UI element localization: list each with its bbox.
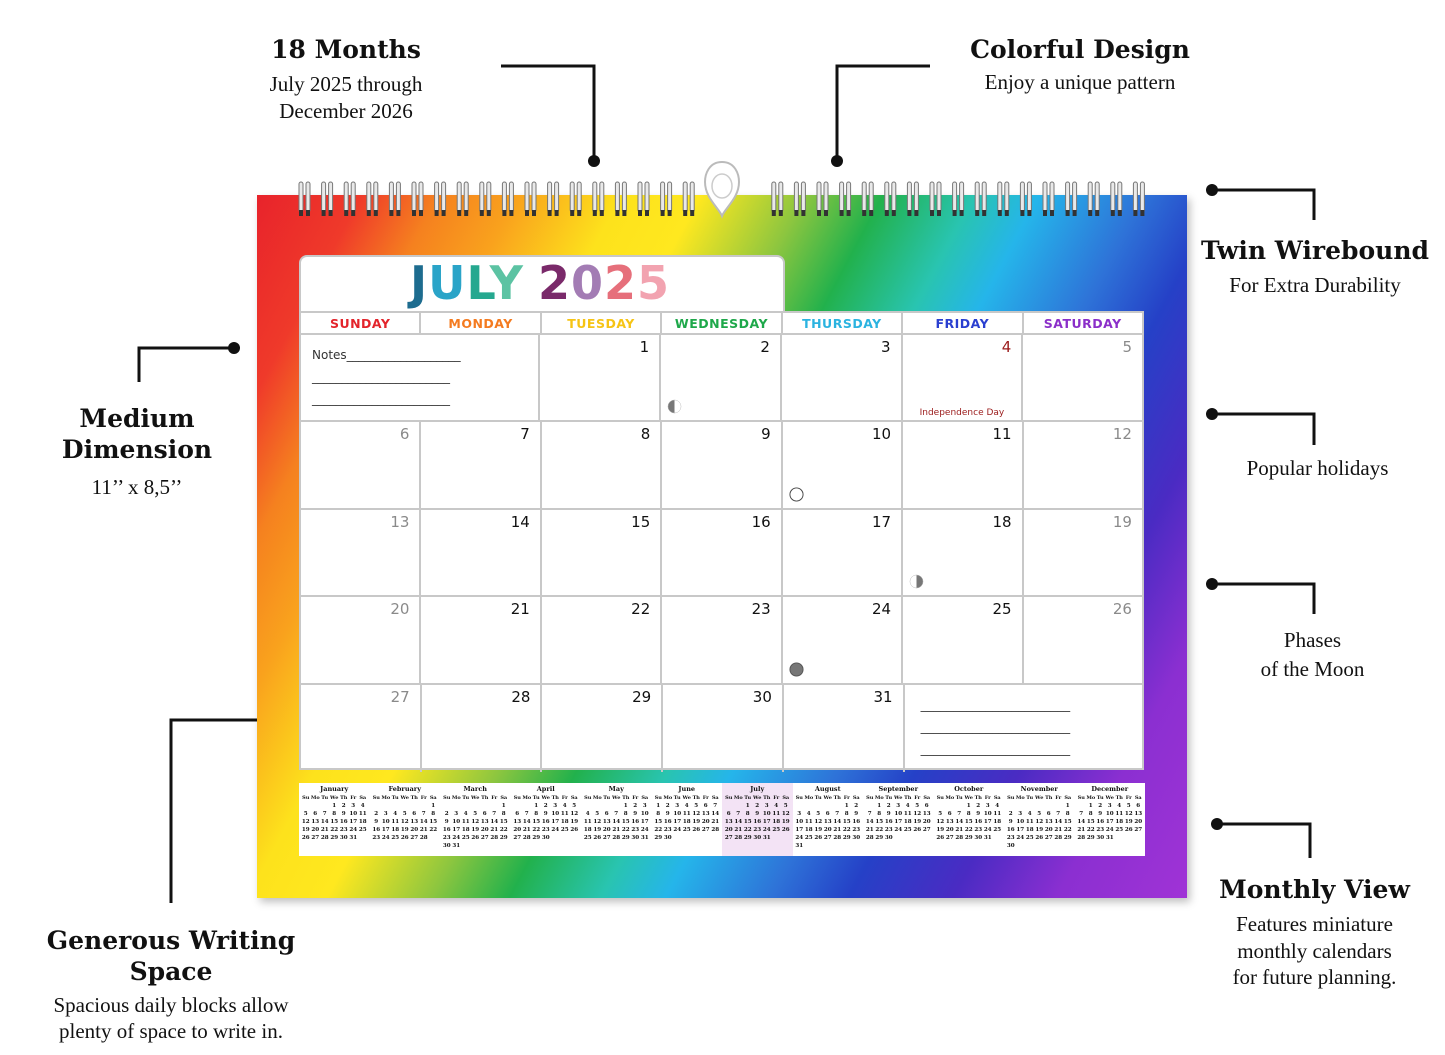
mini-week-row: 27 28 29 30 [513,835,550,841]
mini-month-name: April [536,785,555,793]
mini-week-row: 2 3 4 5 6 7 8 [444,811,506,817]
day-number: 4 [1001,338,1012,356]
binding-ring [1043,182,1054,216]
callout-writing-title: Generous Writing Space [46,926,296,987]
mini-week-row: 1 2 3 4 5 6 7 [656,803,718,809]
callout-wirebound [1200,235,1430,299]
binding-ring [1133,182,1144,216]
mini-calendar-strip [299,783,1145,856]
mini-week-row: 9 10 11 12 13 14 15 [374,819,438,825]
notes-lines: Notes___________________ _______________________ _______________________ [312,348,461,406]
hanger-hook-icon [697,158,747,220]
day-number: 25 [992,600,1012,619]
binding-ring [1088,182,1099,216]
mini-week-row: 19 20 21 22 23 24 25 [301,827,367,833]
binding-ring [322,182,333,216]
day-block[interactable] [542,510,662,595]
week-row [301,422,1142,509]
callout-writing-text: Spacious daily blocks allow plenty of space to write in. [53,992,289,1043]
callout-dimension [52,403,222,500]
mini-calendar-september [863,783,934,856]
mini-week-row: 23 24 25 26 27 28 29 [1006,835,1072,841]
mini-week-row: 26 27 28 29 30 31 [936,835,992,841]
week-row [301,597,1142,684]
mini-week-row: 20 21 22 23 24 25 26 [513,827,579,833]
binding-ring [661,182,672,216]
binding-ring [930,182,941,216]
callout-colorful-text: Enjoy a unique pattern [984,70,1176,95]
binding-ring [548,182,559,216]
mini-week-row: 25 26 27 28 29 30 31 [583,835,649,841]
day-number: 14 [510,512,530,531]
leader-months [501,66,594,158]
mini-week-row: 1 2 3 4 [332,803,365,809]
day-number: 6 [399,425,410,444]
mini-week-row: 16 17 18 19 20 21 22 [442,827,508,833]
day-number: 27 [390,687,410,706]
day-number: 1 [639,338,650,356]
day-block[interactable] [301,597,421,682]
new-moon-icon [789,662,804,677]
mini-month-name: March [463,785,487,793]
day-number: 2 [760,338,770,356]
weekday-sunday: SUNDAY [301,313,421,335]
mini-weekday-row: Su Mo Tu We Th Fr Sa [1077,795,1142,801]
mini-week-row: 30 [1006,843,1015,849]
day-number: 29 [632,687,652,706]
mini-week-row: 29 30 [654,835,672,841]
day-block[interactable] [783,597,903,682]
mini-week-row: 1 [1065,803,1070,809]
callout-monthly-text: Features miniature monthly calendars for future planning. [1232,912,1397,989]
mini-weekday-row: Su Mo Tu We Th Fr Sa [654,795,719,801]
day-block[interactable] [662,422,782,507]
binding-ring [975,182,986,216]
mini-week-row: 1 2 3 4 [966,803,1000,809]
mini-week-row: 7 8 9 10 11 12 13 [867,811,931,817]
binding-ring [389,182,400,216]
mini-week-row: 3 4 5 6 7 8 9 [797,811,859,817]
mini-month-name: August [814,785,841,793]
mini-week-row: 1 2 3 [623,803,647,809]
day-block[interactable] [542,685,663,772]
mini-week-row: 12 13 14 15 16 17 18 [936,819,1002,825]
day-number: 18 [992,512,1012,531]
day-number: 8 [640,425,651,444]
day-block[interactable] [903,597,1023,682]
binding-ring [817,182,828,216]
day-block[interactable] [783,422,903,507]
notes-block[interactable] [301,335,540,420]
mini-week-row: 19 20 21 22 23 24 25 [936,827,1002,833]
mini-week-row: 16 17 18 19 20 21 22 [372,827,438,833]
day-number: 10 [872,425,892,444]
leader-monthly [1217,824,1310,858]
day-block[interactable] [1023,335,1142,420]
mini-month-name: September [878,785,918,793]
binding-ring [615,182,626,216]
day-block[interactable] [421,422,541,507]
mini-week-row: 18 19 20 21 22 23 24 [583,827,649,833]
weekday-monday: MONDAY [421,313,541,335]
mini-week-row: 1 2 3 4 5 [745,803,788,809]
mini-calendar-august [793,783,864,856]
mini-month-name: November [1020,785,1058,793]
day-number: 16 [751,512,771,531]
callout-monthly-title: Monthly View [1219,875,1410,904]
leader-colorful [837,66,930,158]
mini-week-row: 5 6 7 8 9 10 11 [938,811,1002,817]
month-name: JULY [410,256,524,310]
binding-ring [794,182,805,216]
mini-week-row: 14 15 16 17 18 19 20 [865,819,931,825]
mini-calendar-february [370,783,441,856]
mini-week-row: 12 13 14 15 16 17 18 [301,819,367,825]
mini-week-row: 22 23 24 25 26 27 28 [654,827,720,833]
day-block[interactable] [421,597,541,682]
leader-dot-holidays [1206,408,1218,420]
callout-wirebound-text: For Extra Durability [1229,273,1401,298]
mini-week-row: 1 [501,803,506,809]
leader-dot-monthly [1211,818,1223,830]
mini-week-row: 26 27 28 29 30 31 [301,835,358,841]
mini-week-row: 1 2 3 4 5 6 [877,803,929,809]
extra-notes-block[interactable] [905,685,1142,772]
mini-week-row: 28 29 30 [865,835,893,841]
day-block[interactable] [903,422,1023,507]
mini-week-row: 23 24 25 26 27 28 [372,835,428,841]
mini-calendar-april [511,783,582,856]
day-number: 3 [881,338,891,356]
mini-week-row: 4 5 6 7 8 9 10 [585,811,649,817]
mini-week-row: 5 6 7 8 9 10 11 [303,811,367,817]
binding-ring [457,182,468,216]
day-number: 30 [752,687,772,706]
day-block[interactable] [1024,597,1142,682]
mini-week-row: 24 25 26 27 28 29 30 [795,835,861,841]
binding-ring [683,182,694,216]
week-row [301,510,1142,597]
mini-month-name: May [608,785,624,793]
mini-weekday-row: Su Mo Tu We Th Fr Sa [302,795,367,801]
binding-ring [1066,182,1077,216]
mini-weekday-row: Su Mo Tu We Th Fr Sa [1007,795,1072,801]
day-number: 13 [390,512,410,531]
mini-calendar-march [440,783,511,856]
leader-moon [1212,584,1314,614]
weekday-header [301,313,1142,335]
day-number: 9 [761,425,771,444]
binding-ring [638,182,649,216]
mini-week-row: 6 7 8 9 10 11 12 [726,811,790,817]
mini-week-row: 27 28 29 30 31 [724,835,771,841]
week-row [301,685,1142,772]
mini-calendar-november [1004,783,1075,856]
day-block[interactable] [662,597,782,682]
mini-week-row: 2 3 4 5 6 7 8 [1008,811,1070,817]
mini-week-row: 8 9 10 11 12 13 14 [656,811,720,817]
mini-month-name: June [678,785,696,793]
mini-weekday-row: Su Mo Tu We Th Fr Sa [725,795,790,801]
last-quarter-icon [667,399,682,414]
mini-month-name: December [1091,785,1129,793]
day-number: 23 [751,600,771,619]
day-block[interactable] [663,685,784,772]
binding-ring [840,182,851,216]
mini-month-name: February [388,785,421,793]
binding-ring [412,182,423,216]
day-block[interactable] [301,510,421,595]
callout-months-text: July 2025 through December 2026 [269,72,423,123]
day-number: 7 [520,425,530,444]
day-number: 11 [992,425,1012,444]
mini-week-row: 7 8 9 10 11 12 13 [1079,811,1143,817]
weekday-wednesday: WEDNESDAY [662,313,782,335]
day-number: 20 [390,600,410,619]
mini-week-row: 11 12 13 14 15 16 17 [583,819,649,825]
mini-week-row: 6 7 8 9 10 11 12 [515,811,579,817]
day-block[interactable] [421,510,541,595]
mini-month-name: January [320,785,349,793]
mini-week-row: 9 10 11 12 13 14 15 [1008,819,1072,825]
mini-weekday-row: Su Mo Tu We Th Fr Sa [936,795,1001,801]
day-block[interactable] [783,510,903,595]
callout-holidays [1215,455,1420,481]
binding-ring [1111,182,1122,216]
mini-week-row: 9 10 11 12 13 14 15 [444,819,508,825]
binding-ring [998,182,1009,216]
mini-weekday-row: Su Mo Tu We Th Fr Sa [795,795,860,801]
day-number: 21 [510,600,530,619]
mini-week-row: 15 16 17 18 19 20 21 [654,819,720,825]
callout-writing [15,925,327,1044]
callout-wirebound-title: Twin Wirebound [1201,236,1429,265]
day-block[interactable] [422,685,543,772]
callout-dimension-title: Medium Dimension [61,404,213,465]
callout-months [240,34,452,124]
binding-ring [1020,182,1031,216]
month-grid [299,311,1144,770]
day-block[interactable] [540,335,661,420]
leader-dot-wirebound [1206,184,1218,196]
leader-wirebound [1212,190,1314,220]
day-number: 31 [873,687,893,706]
callout-holidays-text: Popular holidays [1246,456,1389,480]
day-number: 17 [872,512,892,531]
mini-week-row: 28 29 30 31 [1077,835,1114,841]
mini-calendar-december [1075,783,1146,856]
callout-moon [1225,626,1400,684]
binding-ring [885,182,896,216]
mini-weekday-row: Su Mo Tu We Th Fr Sa [584,795,649,801]
leader-dot-colorful [831,155,843,167]
binding-ring [772,182,783,216]
mini-calendar-may [581,783,652,856]
leader-dot-months [588,155,600,167]
day-block[interactable] [542,597,662,682]
leader-dimension [139,348,234,382]
mini-week-row: 1 2 [844,803,859,809]
binding-ring [367,182,378,216]
callout-colorful [960,34,1200,96]
weekday-friday: FRIDAY [903,313,1023,335]
mini-week-row: 31 [795,843,804,849]
mini-weekday-row: Su Mo Tu We Th Fr Sa [372,795,437,801]
callout-monthly [1212,874,1417,990]
day-block[interactable] [903,335,1024,420]
binding-ring [593,182,604,216]
day-number: 24 [872,600,892,619]
mini-week-row: 1 2 3 4 5 [534,803,577,809]
mini-week-row: 16 17 18 19 20 21 22 [1006,827,1072,833]
day-block[interactable] [542,422,662,507]
binding-ring [480,182,491,216]
callout-colorful-title: Colorful Design [970,35,1190,64]
day-number: 12 [1112,425,1132,444]
mini-week-row: 13 14 15 16 17 18 19 [513,819,579,825]
day-number: 26 [1112,600,1132,619]
weekday-tuesday: TUESDAY [542,313,662,335]
mini-week-row: 14 15 16 17 18 19 20 [1077,819,1143,825]
leader-dot-moon [1206,578,1218,590]
day-number: 28 [511,687,531,706]
day-block[interactable] [903,510,1023,595]
mini-weekday-row: Su Mo Tu We Th Fr Sa [443,795,508,801]
mini-week-row: 21 22 23 24 25 26 27 [1077,827,1143,833]
mini-weekday-row: Su Mo Tu We Th Fr Sa [513,795,578,801]
day-block[interactable] [784,685,905,772]
full-moon-icon [789,487,804,502]
day-blocks [301,335,1142,768]
mini-week-row: 10 11 12 13 14 15 16 [795,819,861,825]
binding-ring [502,182,513,216]
mini-week-row: 23 24 25 26 27 28 29 [442,835,508,841]
binding-ring [570,182,581,216]
week-row [301,335,1142,422]
day-block[interactable] [1024,422,1142,507]
callout-months-title: 18 Months [271,35,421,64]
day-number: 19 [1112,512,1132,531]
month-title [410,256,670,310]
mini-week-row: 20 21 22 23 24 25 26 [724,827,790,833]
weekday-saturday: SATURDAY [1024,313,1142,335]
binding-ring [299,182,310,216]
callout-moon-text: Phases of the Moon [1260,628,1365,681]
day-block[interactable] [301,422,421,507]
leader-dot-dimension [228,342,240,354]
extra-notes-lines: _______________________ _______________________ _______________________ [920,697,1071,757]
mini-week-row: 30 31 [442,843,461,849]
binding-ring [953,182,964,216]
mini-month-name: July [750,785,765,793]
day-number: 15 [631,512,651,531]
month-year: 2025 [537,256,671,310]
mini-week-row: 21 22 23 24 25 26 27 [865,827,931,833]
mini-week-row: 2 3 4 5 6 7 8 [374,811,436,817]
binding-ring [435,182,446,216]
day-number: 5 [1122,338,1133,356]
mini-week-row: 1 2 3 4 5 6 [1088,803,1141,809]
day-block[interactable] [301,685,422,772]
mini-week-row: 1 [431,803,436,809]
binding-ring [907,182,918,216]
day-block[interactable] [661,335,782,420]
mini-calendar-january [299,783,370,856]
day-block[interactable] [782,335,903,420]
holiday-label: Independence Day [919,408,1005,419]
binding-ring [862,182,873,216]
leader-holidays [1212,414,1314,445]
mini-calendar-june [652,783,723,856]
day-number: 22 [631,600,651,619]
day-block[interactable] [662,510,782,595]
callout-dimension-text: 11’’ x 8,5’’ [91,474,183,499]
mini-month-name: October [954,785,984,793]
weekday-thursday: THURSDAY [783,313,903,335]
binding-ring [344,182,355,216]
binding-ring [525,182,536,216]
mini-calendar-july [722,783,793,856]
day-block[interactable] [1024,510,1142,595]
mini-calendar-october [934,783,1005,856]
mini-week-row: 13 14 15 16 17 18 19 [724,819,790,825]
mini-weekday-row: Su Mo Tu We Th Fr Sa [866,795,931,801]
mini-week-row: 17 18 19 20 21 22 23 [795,827,861,833]
first-quarter-icon [909,574,924,589]
